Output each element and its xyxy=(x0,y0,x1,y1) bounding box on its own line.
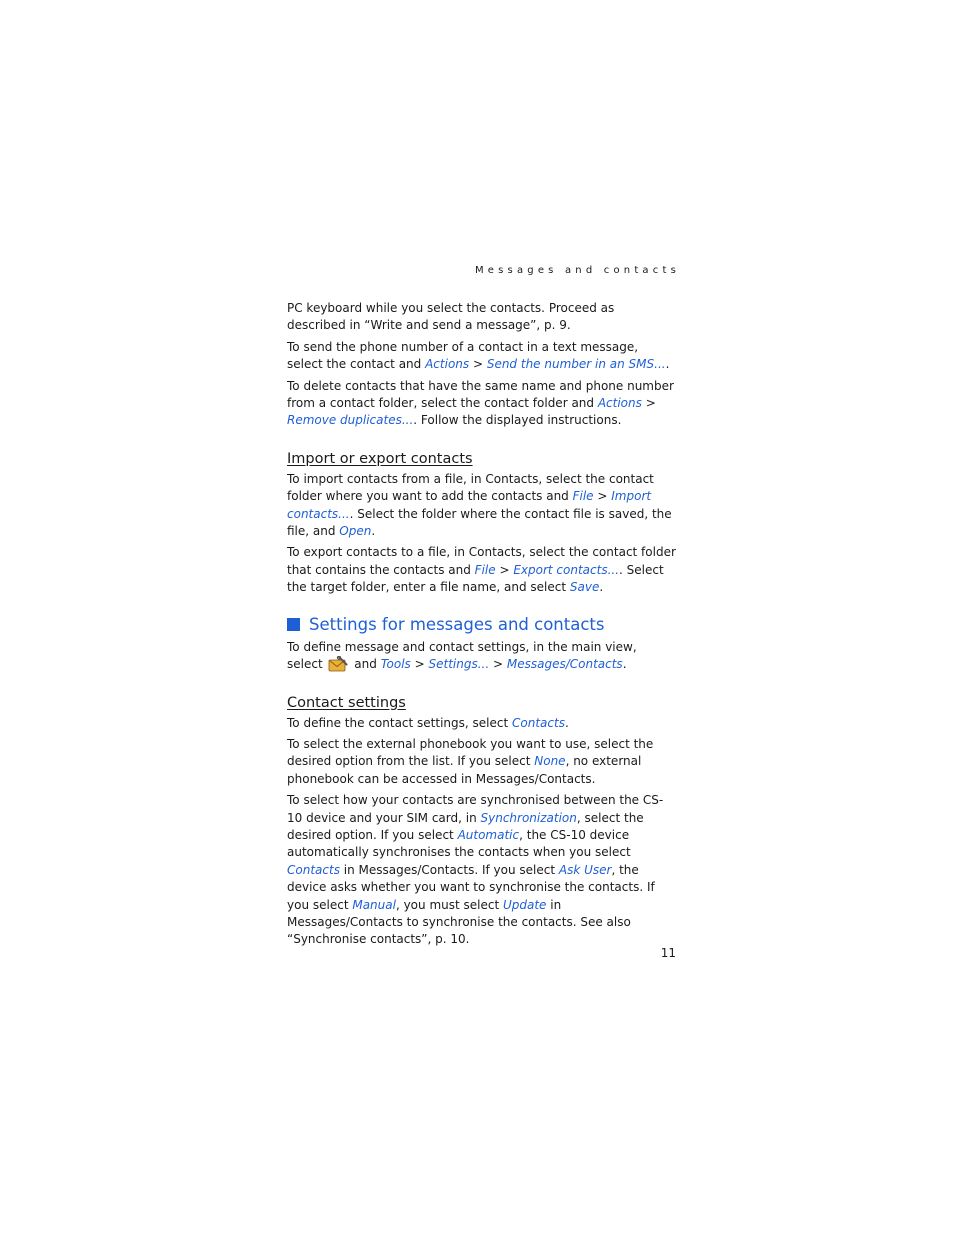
text: To export contacts to a file, in Contacts, select the contact folder that contains the contacts and xyxy=(287,545,676,577)
heading-import-export: Import or export contacts xyxy=(287,450,473,467)
envelope-tools-icon xyxy=(328,656,348,672)
paragraph-remove-duplicates xyxy=(287,378,676,430)
text: . Follow the displayed instructions. xyxy=(413,413,622,428)
ui-term-contacts: Contacts xyxy=(287,862,340,877)
text: . xyxy=(564,715,569,730)
ui-term-tools: Tools xyxy=(380,657,411,672)
paragraph-import xyxy=(287,471,676,541)
text: To define the contact settings, select xyxy=(287,715,512,730)
text: . xyxy=(371,524,376,539)
manual-page xyxy=(287,262,680,953)
ui-term-messages-contacts: Messages/Contacts xyxy=(506,657,623,672)
text: . Select the target folder, enter a file name, and select xyxy=(287,562,664,595)
paragraph-export xyxy=(287,544,676,596)
paragraph-synchronisation xyxy=(287,792,676,949)
separator: > xyxy=(593,489,612,504)
page-content xyxy=(287,300,676,949)
text: To send the phone number of a contact in a text message, select the contact and xyxy=(287,339,639,372)
paragraph-external-phonebook xyxy=(287,736,676,788)
ui-term-contacts: Contacts xyxy=(512,715,565,730)
ui-term-file: File xyxy=(572,489,594,504)
text: , no external phonebook can be accessed in Messages/Contacts. xyxy=(287,754,642,786)
separator: > xyxy=(410,657,429,672)
ui-term-update: Update xyxy=(502,897,547,912)
text: , you must select xyxy=(395,897,503,912)
ui-term-actions: Actions xyxy=(597,396,642,411)
running-head: Messages and contacts xyxy=(474,265,680,276)
ui-term-settings: Settings... xyxy=(428,657,490,672)
text: , select the desired option. If you select xyxy=(287,810,644,842)
text: To select the external phonebook you want to use, select the desired option from the list. If you select xyxy=(287,736,654,769)
ui-term-file: File xyxy=(474,562,496,577)
text: . xyxy=(599,580,604,595)
ui-term-synchronization: Synchronization xyxy=(480,810,577,825)
text: in Messages/Contacts to synchronise the contacts. See also “Synchronise contacts”, p. 10. xyxy=(287,897,631,947)
text: To import contacts from a file, in Contacts, select the contact folder where you want to add the contacts and xyxy=(287,471,654,504)
text: To select how your contacts are synchronised between the CS-10 device and your SIM card, in xyxy=(287,793,664,825)
text: To delete contacts that have the same name and phone number from a contact folder, select the contact folder and xyxy=(287,378,674,411)
ui-term-actions: Actions xyxy=(425,357,470,372)
paragraph-settings xyxy=(287,639,676,674)
text: . xyxy=(665,357,670,372)
ui-term-save: Save xyxy=(569,580,600,595)
separator: > xyxy=(469,357,487,372)
paragraph-send-number xyxy=(287,339,676,374)
ui-term-manual: Manual xyxy=(352,897,396,912)
separator: > xyxy=(641,396,656,411)
section-square-icon xyxy=(287,618,300,631)
ui-term-import-contacts: Import contacts... xyxy=(287,489,652,521)
ui-term-automatic: Automatic xyxy=(457,827,520,842)
text: . xyxy=(622,657,627,672)
text: . Select the folder where the contact file is saved, the file, and xyxy=(287,506,672,539)
paragraph-intro-1: PC keyboard while you select the contacts. Proceed as described in “Write and send a message”, p. 9. xyxy=(287,301,615,333)
heading-settings-text: Settings for messages and contacts xyxy=(309,614,605,634)
paragraph-define-contact-settings xyxy=(287,715,676,732)
separator: > xyxy=(489,657,507,672)
text: , the device asks whether you want to synchronise the contacts. If you select xyxy=(287,862,655,912)
text: and xyxy=(350,657,381,672)
heading-settings-section xyxy=(287,614,676,636)
page-number: 11 xyxy=(660,946,676,960)
ui-term-ask-user: Ask User xyxy=(558,862,612,877)
text: , the CS-10 device automatically synchronises the contacts when you select xyxy=(287,827,631,860)
ui-term-remove-duplicates: Remove duplicates... xyxy=(287,413,414,428)
ui-term-send-number-sms: Send the number in an SMS... xyxy=(486,357,666,372)
ui-term-open: Open xyxy=(339,524,372,539)
separator: > xyxy=(495,562,514,577)
ui-term-export-contacts: Export contacts... xyxy=(513,562,620,577)
text: in Messages/Contacts. If you select xyxy=(339,862,559,877)
text: To define message and contact settings, in the main view, select xyxy=(287,639,637,672)
heading-contact-settings: Contact settings xyxy=(287,694,406,711)
ui-term-none: None xyxy=(534,754,566,769)
